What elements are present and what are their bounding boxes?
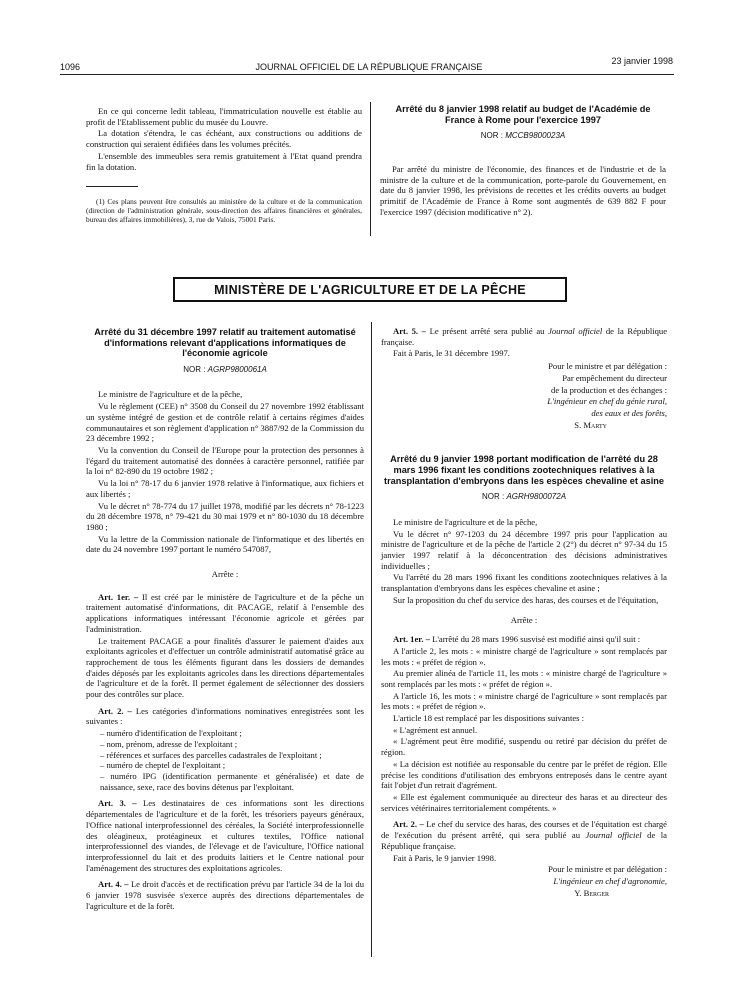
signature-line: de la production et des échanges : — [551, 384, 667, 395]
issue-date: 23 janvier 1998 — [611, 56, 673, 66]
article-label: Art. 2. – — [393, 819, 424, 830]
visa: Vu la lettre de la Commission nationale de l'informatique et des libertés en date du 24 novembre 1997 portant le numéro 547087, — [86, 533, 364, 555]
article-label: Art. 5. – — [393, 326, 426, 336]
paragraph: En ce qui concerne ledit tableau, l'immatriculation nouvelle est établie au profit de l'Etablissement public du musée du Louvre. — [86, 106, 362, 127]
column-separator — [370, 102, 371, 236]
article-text: Le présent arrêté sera publié au — [429, 326, 545, 336]
nor-reference — [380, 131, 666, 142]
nor-code: AGRH9800072A — [506, 492, 567, 502]
signature-line: Pour le ministre et par délégation : — [548, 361, 667, 372]
paragraph: « L'agrément peut être modifié, suspendu ou retiré par décision du préfet de région. — [381, 736, 667, 758]
article-text: Le chef du service des haras, des courses et de l'équitation est chargé de l'exécution du présent arrêté, qui sera publié au — [381, 819, 667, 841]
article-5 — [381, 326, 667, 347]
article-1 — [86, 592, 364, 635]
decree-title: Arrêté du 31 décembre 1997 relatif au traitement automatisé d'informations relevant d'applications informatiques de l'économie agricole — [94, 327, 356, 359]
article-label: Art. 1er. – — [393, 634, 430, 645]
top-right-block — [380, 104, 666, 218]
journal-title: JOURNAL OFFICIEL DE LA RÉPUBLIQUE FRANÇAISE — [255, 62, 483, 72]
article-text: L'arrêté du 28 mars 1996 susvisé est modifié ainsi qu'il suit : — [432, 634, 641, 645]
paragraph: Le traitement PACAGE a pour finalités d'assurer le paiement d'aides aux exploitants agricoles et d'effectuer un contrôle administratif automatisé grâce au rapprochement de tous les éléments figurant dans les dossiers de demandes d'aides déposés par les exploitants agricoles dans les directions départementales de l'agriculture et de la forêt. Il permet également de sélectionner des dossiers pour des contrôles sur place. — [86, 635, 364, 700]
visa: Vu la convention du Conseil de l'Europe pour la protection des personnes à l'égard du traitement automatisé des données à caractère personnel, ratifiée par la loi n° 82-890 du 19 octobre 1982 ; — [86, 445, 364, 477]
footnote — [86, 197, 362, 224]
page-number: 1096 — [60, 62, 81, 72]
visa: Vu le décret n° 97-1203 du 24 décembre 1997 pris pour l'application au ministre de l'agriculture et de la pêche de l'article 2 (2°) du décret n° 97-34 du 15 janvier 1997 relatif à la déconcentration des décisions administratives individuelles ; — [381, 528, 667, 571]
visa: Vu le règlement (CEE) n° 3508 du Conseil du 27 novembre 1992 établissant un système intégré de gestion et de contrôle relatif à certains régimes d'aides communautaires et son règlement d'application n° 3887/92 de la Commission du 23 décembre 1992 ; — [86, 401, 364, 444]
arrete-heading: Arrête : — [211, 569, 239, 580]
article-label: Art. 4. – — [98, 879, 129, 890]
intro: Le ministre de l'agriculture et de la pêche, — [98, 389, 243, 400]
article-text: Il est créé par le ministère de l'agriculture et de la pêche un traitement automatisé d'informations, dit PACAGE, relatif à l'ensemble des applications informatiques intéressant l'économie agricole et gérées par l'administration. — [86, 591, 364, 634]
visa: Sur la proposition du chef du service des haras, des courses et de l'équitation, — [393, 594, 659, 605]
nor-code: AGRP9800061A — [207, 364, 267, 374]
article-text: Les catégories d'informations nominatives enregistrées sont les suivantes : — [86, 705, 365, 727]
top-left-block — [86, 106, 362, 173]
fait-line: Fait à Paris, le 31 décembre 1997. — [393, 348, 510, 359]
list-item: – références et surfaces des parcelles cadastrales de l'exploitant ; — [100, 750, 364, 761]
article-label: Art. 2. – — [98, 705, 132, 716]
signature-line: des eaux et des forêts, — [591, 407, 667, 418]
signature-line: Par empêchement du directeur — [562, 372, 667, 383]
visa: Vu l'arrêté du 28 mars 1996 fixant les conditions zootechniques relatives à la transplantation d'embryons dans les espèces chevaline et asine ; — [381, 572, 667, 594]
intro: Le ministre de l'agriculture et de la pêche, — [393, 516, 538, 527]
list-item: – numéro IPG (identification permanente et généralisée) et date de naissance, sexe, race des bovins détenus par l'exploitant. — [100, 771, 364, 792]
list-item: – numéro de cheptel de l'exploitant ; — [100, 760, 364, 771]
right-column — [381, 326, 667, 899]
paragraph: L'article 18 est remplacé par les dispositions suivantes : — [393, 713, 585, 724]
paragraph: Au premier alinéa de l'article 11, les mots : « ministre chargé de l'agriculture » sont remplacés par les mots : « préfet de région ». — [381, 668, 667, 689]
list-item: – nom, prénom, adresse de l'exploitant ; — [100, 739, 364, 750]
nor-code: MCCB9800023A — [505, 131, 566, 141]
journal-name: Journal officiel — [548, 326, 603, 336]
paragraph: Par arrêté du ministre de l'économie, des finances et de l'industrie et de la ministre de la culture et de la communication, porte-parole du Gouvernement, en date du 8 janvier 1998, les prévisions de recettes et les crédits ouverts au budget primitif de l'Académie de France à Rome sont augmentés de 639 882 F pour l'exercice 1997 (décision modificative n° 2). — [380, 163, 666, 217]
column-separator — [371, 322, 372, 957]
paragraph: « La décision est notifiée au responsable du centre par le préfet de région. Elle précise les conditions d'utilisation des embryons entreposés dans le centre ayant fait l'objet d'un retrait d'agrément. — [381, 758, 667, 791]
paragraph: L'ensemble des immeubles sera remis gratuitement à l'Etat quand prendra fin la dotation. — [86, 150, 362, 172]
article-1 — [381, 634, 667, 645]
paragraph: « Elle est également communiquée au directeur des haras et au directeur des services vétérinaires territorialement compétents. » — [381, 791, 667, 813]
article-label: Art. 1er. – — [98, 591, 139, 602]
article-4 — [86, 879, 364, 911]
left-column — [86, 327, 364, 912]
paragraph: A l'article 16, les mots : « ministre chargé de l'agriculture » sont remplacés par les mots : « préfet de région ». — [381, 690, 667, 712]
paragraph: La dotation s'étendra, le cas échéant, aux constructions ou additions de construction qui seraient édifiées dans les volumes précités. — [86, 128, 362, 150]
article-2 — [381, 819, 667, 851]
signature-line: Pour le ministre et par délégation : — [548, 864, 667, 875]
info-category-list — [86, 728, 364, 792]
nor-label: NOR : — [183, 364, 206, 374]
visa: Vu le décret n° 78-774 du 17 juillet 1978, modifié par les décrets n° 78-1223 du 28 décembre 1978, n° 79-421 du 30 mai 1979 et n° 80-1030 du 18 décembre 1980 ; — [86, 500, 364, 532]
nor-reference — [86, 365, 364, 376]
signature-line: L'ingénieur en chef d'agronomie, — [553, 875, 667, 886]
journal-name: Journal officiel — [585, 830, 642, 841]
nor-label: NOR : — [481, 492, 505, 502]
signatory-name: S. Marty — [574, 419, 607, 430]
paragraph: A l'article 2, les mots : « ministre chargé de l'agriculture » sont remplacés par les mots : « préfet de région ». — [381, 645, 667, 667]
article-text: Les destinataires de ces informations sont les directions départementales de l'agriculture et de la forêt, les trésoriers payeurs généraux, l'Office national interprofessionnel des céréales, la Société interprofessionnelle des oléagineux, protéagineux et cultures textiles, l'Office national interprofessionnel des viandes, de l'élevage et de l'aviculture, l'Office national interprofessionnel du lait et des produits laitiers et le Centre national pour l'aménagement des structures des exploitations agricoles. — [86, 798, 364, 873]
arrete-heading: Arrête : — [510, 615, 538, 626]
article-label: Art. 3. – — [98, 798, 137, 809]
footnote-rule — [86, 186, 138, 187]
article-3 — [86, 798, 364, 873]
article-text: de la République française. — [381, 830, 667, 851]
nor-reference — [381, 492, 667, 503]
signatory-name: Y. Berger — [574, 887, 609, 898]
nor-label: NOR : — [480, 131, 503, 141]
article-text: de la République française. — [381, 326, 668, 347]
ministry-banner: MINISTÈRE DE L'AGRICULTURE ET DE LA PÊCHE — [173, 277, 567, 302]
list-item: – numéro d'identification de l'exploitant ; — [100, 728, 364, 739]
fait-line: Fait à Paris, le 9 janvier 1998. — [393, 852, 497, 863]
signature-line: L'ingénieur en chef du génie rural, — [547, 396, 667, 407]
paragraph: « L'agrément est annuel. — [393, 724, 478, 735]
footnote-text: (1) Ces plans peuvent être consultés au ministère de la culture et de la communication (direction de l'administration générale, sous-direction des affaires financières et générales, bureau des affaires immobilières), 3, rue de Valois, 75001 Paris. — [86, 197, 362, 224]
header-rule — [60, 74, 674, 75]
decree-title: Arrêté du 9 janvier 1998 portant modification de l'arrêté du 28 mars 1996 fixant les conditions zootechniques relatives à la transplantation d'embryons dans les espèces chevaline et asine — [384, 454, 664, 486]
visa: Vu la loi n° 78-17 du 6 janvier 1978 relative à l'informatique, aux fichiers et aux libertés ; — [86, 478, 364, 499]
article-text: Le droit d'accès et de rectification prévu par l'article 34 de la loi du 6 janvier 1978 susvisée s'exerce auprès des directions départementales de l'agriculture et de la forêt. — [86, 879, 364, 911]
article-2 — [86, 706, 364, 727]
decree-title: Arrêté du 8 janvier 1998 relatif au budget de l'Académie de France à Rome pour l'exercice 1997 — [395, 104, 651, 125]
